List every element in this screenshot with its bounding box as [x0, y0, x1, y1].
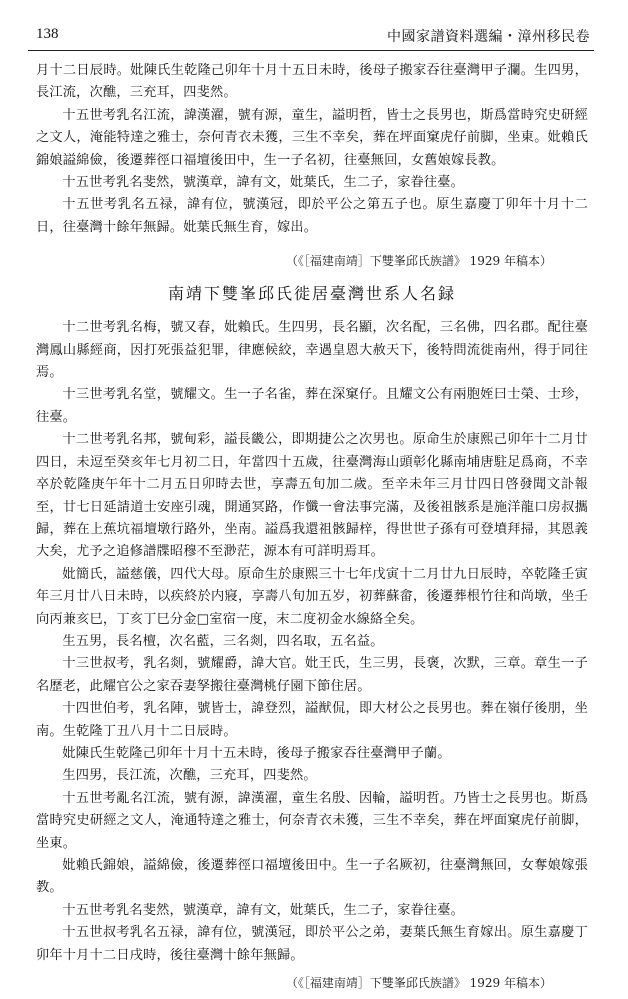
paragraph: 生四男，長江流，次醮，三充耳，四斐然。 — [62, 768, 317, 784]
paragraph: 生五男，長名檀，次名藍，三名剡，四名取，五名益。 — [62, 633, 384, 649]
paragraph: 十五世考亂名江流，號有源，諱漢濯，童生名殷、因輪，謚明哲。乃皆士之長男也。斯爲當時究史研經之文人，淹通特達之雅士，何奈青衣未獲，三生不幸矣，葬在坪面窠虎仔前脚，坐東。 — [36, 790, 588, 851]
page-header — [28, 22, 594, 51]
paragraph: 十五世考乳名斐然，號漢章，諱有文，妣葉氏，生二子，家眷往臺。 — [62, 175, 465, 191]
paragraph: 月十二日辰時。妣陳氏生乾隆己卯年十月十五日未時，後母子搬家吞往臺灣甲子瀾。生四男，長江流，次醮，三充耳，四斐然。 — [36, 63, 588, 101]
source-citation: （《［福建南靖］下雙峯邱氏族譜》 1929 年稿本） — [285, 976, 552, 991]
paragraph: 十五世考乳名江流，諱漢濯，號有源，童生，謚明哲，皆士之長男也，斯爲當時究史研經之文人，淹能特達之雅士，奈何青衣未獲，三生不幸矣，葬在坪面窠虎仔前脚，坐東。妣賴氏錦娘謚綿儉，後遷葬徑口福壇後田中，生一子名初，往臺無回，女舊娘嫁長教。 — [36, 107, 588, 168]
paragraph: 十二世考乳名邦，號甸彩，謚長畿公，即期捷公之次男也。原命生於康熙己卯年十二月廿四日，未逗至癸亥年七月初二日，年當四十五歲，往臺灣海山頭彰化縣南埔唐駐足爲商，不幸卒於乾隆庚午年十二月五日卯時去世，享壽五旬加二歲。至辛未年三月廿四日啓發聞文訃報至，廿七日延請道士安座引魂，開通冥路，作懺一會法事完滿，及後祖骸系是施洋龍口房叔攜歸，葬在上蕉坑福壇墩行路外，坐南。謚爲我還祖骸歸梓，得世世子孫有可登墳拜掃，其恩義大矣，尤予之追修譜牒昭穆不至渺茫，源本有可詳明焉耳。 — [36, 432, 588, 560]
paragraph: 十四世伯考，乳名陣，號皆士，諱登烈，謚猷侃，即大材公之長男也。葬在嶺仔後朋，坐南。生乾隆丁丑八月十二日辰時。 — [36, 701, 588, 739]
paragraph: 妣簡氏，謚慈儀，四代大母。原命生於康熙三十七年戊寅十二月廿九日辰時，卒乾隆壬寅年三月廿八日未時，以疾終於内寢，享壽八旬加五岁，初葬蘇畲，後遷葬根竹往和尚墩，坐壬向丙兼亥巳，丁亥丁巳分金□室宿一度，末二度初金水線絡全矣。 — [36, 566, 588, 627]
paragraph: 十二世考乳名梅，號又春，妣賴氏。生四男，長名顯，次名配，三名佛，四名郡。配往臺灣鳳山縣經商，因打死張益犯罪，律應候絞，幸遇皇恩大赦天下，後特問流徙南州，得于同往焉。 — [36, 320, 588, 381]
paragraph: 妣賴氏錦娘，謚綿儉，後遷葬徑口福壇後田中。生一子名厥初，往臺灣無回，女奪娘嫁張教。 — [36, 858, 588, 896]
section-title: 南靖下雙峯邱氏徙居臺灣世系人名録 — [167, 284, 456, 304]
paragraph: 十三世考乳名堂，號耀文。生一子名雀，葬在深窠仔。且耀文公有兩胞姪曰士榮、士珍，往臺。 — [36, 387, 588, 425]
paragraph: 十五世考乳名斐然，號漢章，諱有文，妣葉氏，生二子，家眷往臺。 — [62, 902, 465, 918]
paragraph: 十三世叔考，乳名剡，號耀爵，諱大官。妣王氏，生三男，長褒，次默，三章。章生一子名歷老，此耀官公之家吞妻孥搬往臺灣桃仔園下節住居。 — [36, 656, 588, 694]
paragraph: 十五世考乳名五禄，諱有位，號漢冠，即於平公之第五子也。原生嘉慶丁卯年十月十二日，往臺灣十餘年無歸。妣葉氏無生育，嫁出。 — [36, 197, 588, 235]
page-content — [36, 60, 588, 999]
paragraph: 十五世叔考乳名五禄，諱有位，號漢冠，即於平公之弟，妻葉氏無生育嫁出。原生嘉慶丁卯年十月十二日戌時，後往臺灣十餘年無歸。 — [36, 925, 588, 963]
page-number: 138 — [36, 26, 59, 42]
source-citation: （《［福建南靖］下雙峯邱氏族譜》 1929 年稿本） — [285, 254, 552, 269]
paragraph: 妣陳氏生乾隆己卯年十月十五未時，後母子搬家吞往臺灣甲子蘭。 — [62, 745, 451, 761]
book-title: 中國家譜資料選編・漳州移民卷 — [387, 29, 590, 45]
